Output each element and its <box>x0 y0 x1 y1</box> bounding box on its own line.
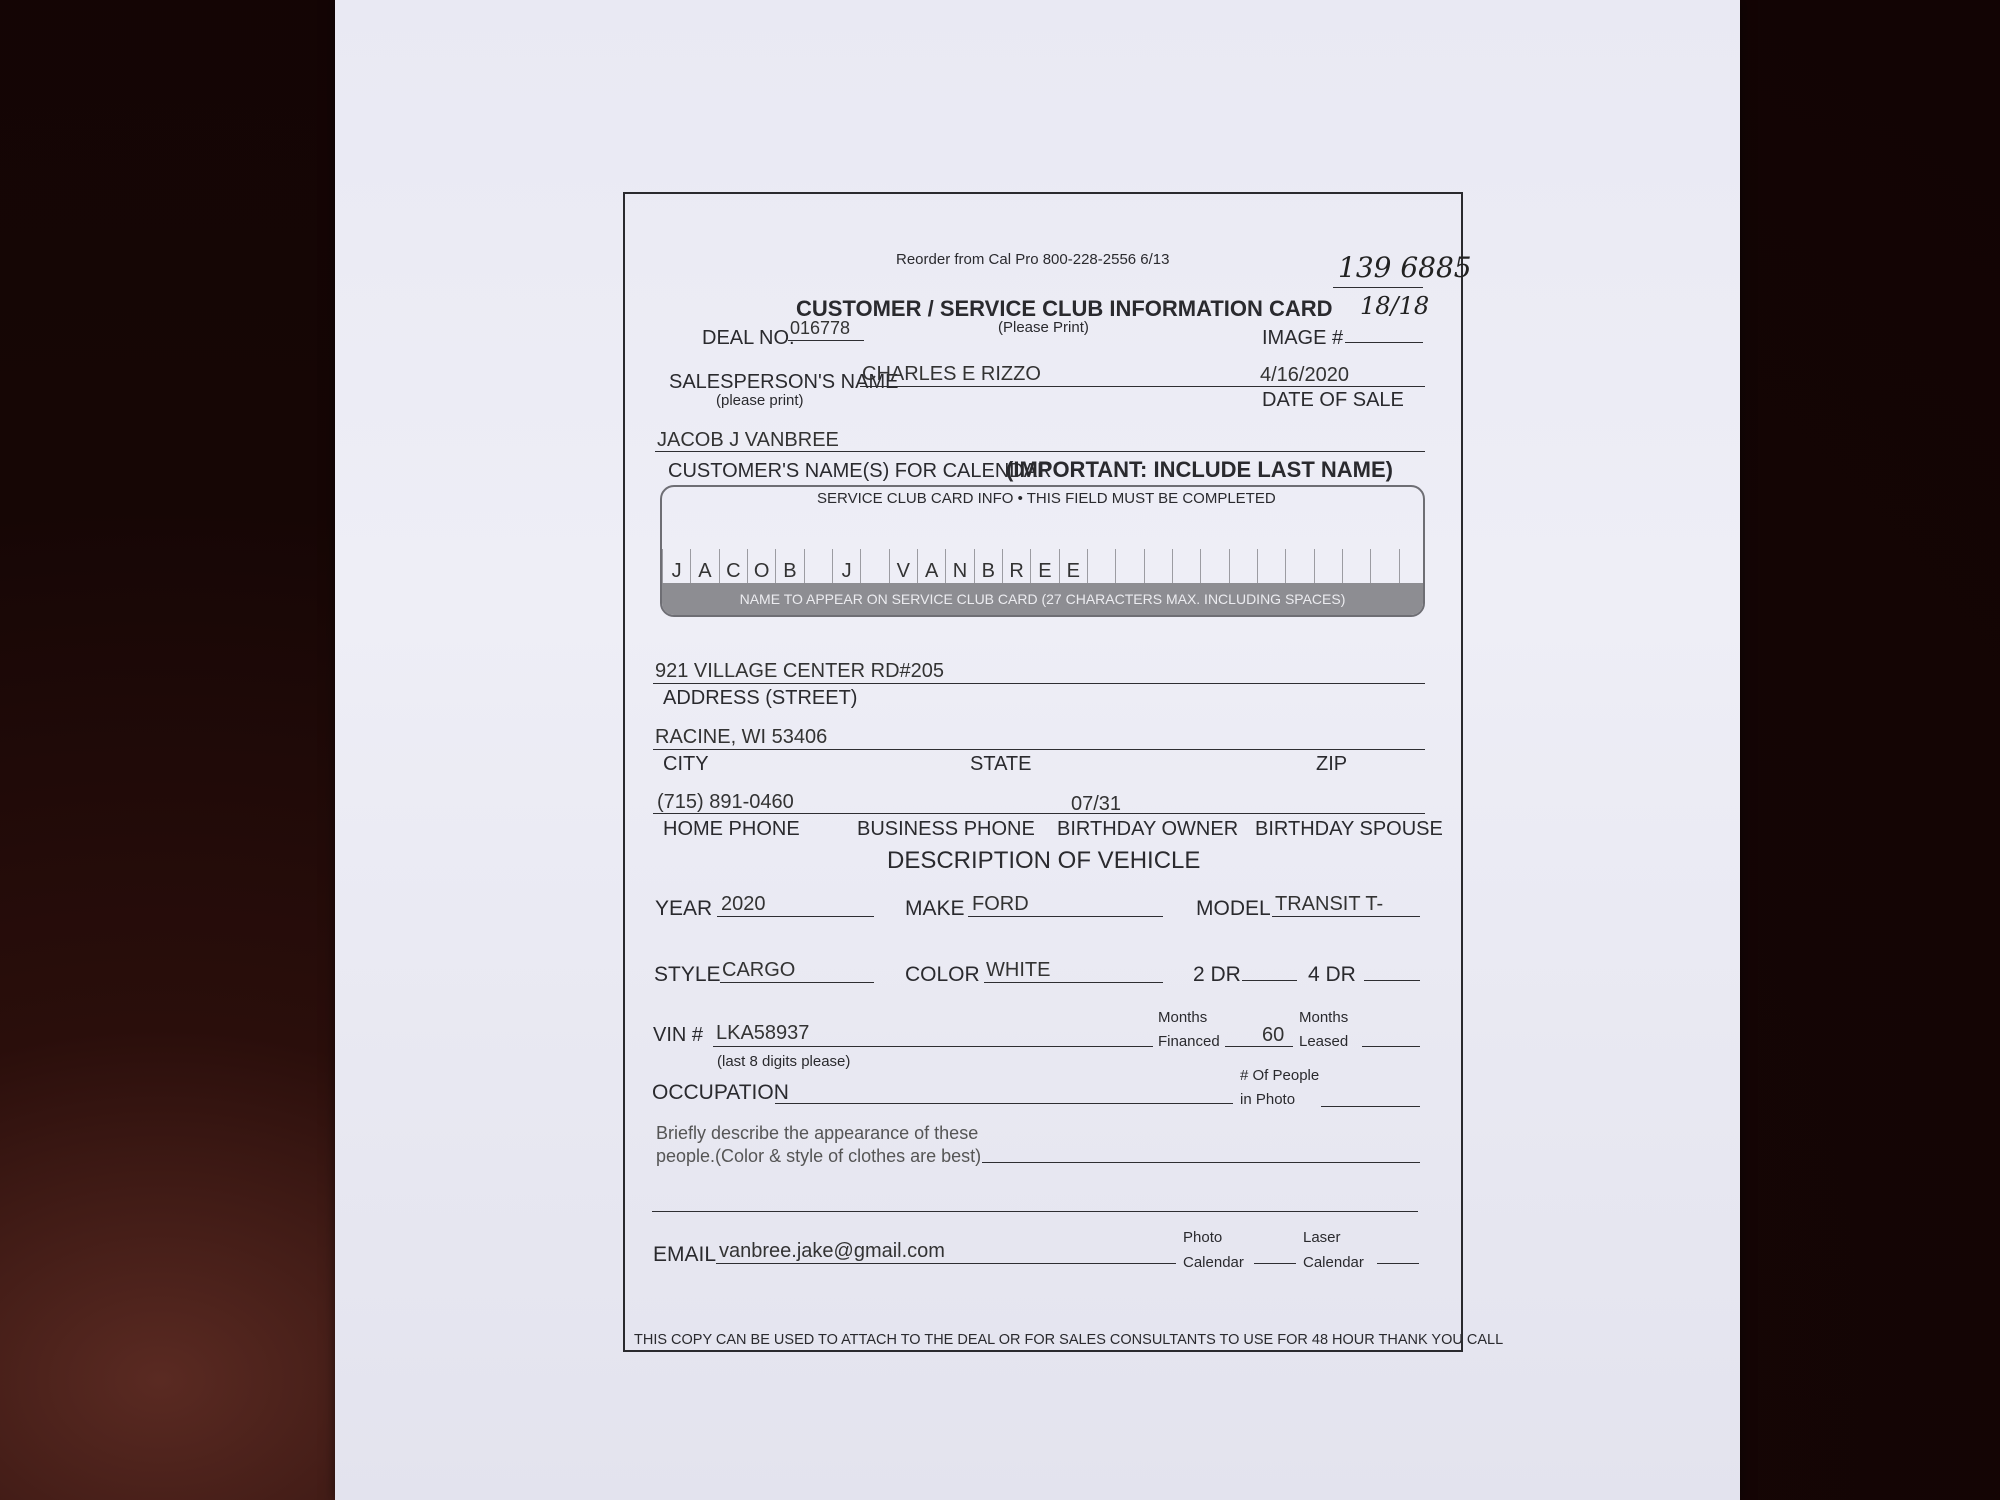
months-financed-label-top: Months <box>1158 1009 1208 1026</box>
vin-value: LKA58937 <box>716 1022 810 1044</box>
laser-label: Laser <box>1303 1229 1341 1246</box>
birthday-spouse-label: BIRTHDAY SPOUSE <box>1255 818 1443 840</box>
business-phone-label: BUSINESS PHONE <box>857 818 1035 840</box>
card-character-cell <box>1172 549 1200 585</box>
card-character-cell: J <box>662 549 690 585</box>
reorder-line: Reorder from Cal Pro 800-228-2556 6/13 <box>896 251 1170 268</box>
salesperson-label: SALESPERSON'S NAME <box>669 371 899 393</box>
photo-label: Photo <box>1183 1229 1223 1246</box>
card-character-cell: N <box>945 549 973 585</box>
form-title: CUSTOMER / SERVICE CLUB INFORMATION CARD <box>796 296 1333 321</box>
deal-no-label: DEAL NO. <box>702 327 795 349</box>
phone-line <box>653 813 1425 814</box>
important-note: (IMPORTANT: INCLUDE LAST NAME) <box>1006 457 1393 482</box>
describe-line <box>982 1162 1420 1163</box>
card-character-cell <box>1257 549 1285 585</box>
card-character-cell: V <box>889 549 917 585</box>
service-club-box <box>660 485 1425 617</box>
home-phone-value: (715) 891-0460 <box>657 791 794 813</box>
describe-line-1: Briefly describe the appearance of these <box>656 1123 979 1143</box>
card-character-cell <box>1285 549 1313 585</box>
year-label: YEAR <box>655 897 713 920</box>
card-character-cell: R <box>1002 549 1030 585</box>
footer-note: THIS COPY CAN BE USED TO ATTACH TO THE DEAL OR FOR SALES CONSULTANTS TO USE FOR 48 HOUR THANK YOU CALL <box>634 1332 1504 1348</box>
address-label: ADDRESS (STREET) <box>663 687 858 709</box>
customer-name-value: JACOB J VANBREE <box>657 429 839 451</box>
vin-line <box>713 1046 1153 1047</box>
card-character-cell <box>1370 549 1398 585</box>
make-line <box>968 916 1163 917</box>
vehicle-heading: DESCRIPTION OF VEHICLE <box>887 847 1201 874</box>
service-club-band: NAME TO APPEAR ON SERVICE CLUB CARD (27 CHARACTERS MAX. INCLUDING SPACES) <box>662 583 1423 615</box>
card-character-cell: A <box>917 549 945 585</box>
vin-label: VIN # <box>653 1024 704 1046</box>
four-dr-label: 4 DR <box>1308 963 1356 986</box>
card-character-cell: J <box>832 549 860 585</box>
city-state-zip-value: RACINE, WI 53406 <box>655 726 828 748</box>
card-character-cell: B <box>775 549 803 585</box>
make-value: FORD <box>972 893 1029 915</box>
card-character-cell <box>1200 549 1228 585</box>
city-line <box>653 749 1425 750</box>
vin-sub: (last 8 digits please) <box>717 1053 851 1070</box>
two-dr-line <box>1242 980 1297 981</box>
card-character-cell: C <box>719 549 747 585</box>
handwritten-underline <box>1333 287 1423 288</box>
address-line <box>653 683 1425 684</box>
leased-label: Leased <box>1299 1033 1349 1050</box>
birthday-owner-value: 07/31 <box>1071 793 1122 815</box>
model-line <box>1272 916 1420 917</box>
card-character-cell: A <box>690 549 718 585</box>
email-line <box>716 1263 1176 1264</box>
laser-calendar-line <box>1377 1263 1419 1264</box>
color-line <box>984 982 1163 983</box>
card-character-cell: O <box>747 549 775 585</box>
card-character-cell <box>804 549 832 585</box>
leased-line <box>1362 1046 1420 1047</box>
card-character-cell <box>1087 549 1115 585</box>
card-character-cell <box>860 549 888 585</box>
handwritten-fraction: 18/18 <box>1360 292 1430 320</box>
card-character-cell <box>1314 549 1342 585</box>
address-value: 921 VILLAGE CENTER RD#205 <box>655 660 945 682</box>
model-label: MODEL <box>1196 897 1271 920</box>
salesperson-line <box>860 386 1425 387</box>
card-character-cell <box>1342 549 1370 585</box>
deal-no-line <box>788 340 864 341</box>
two-dr-label: 2 DR <box>1193 963 1241 986</box>
people-line <box>1321 1106 1420 1107</box>
financed-label: Financed <box>1158 1033 1220 1050</box>
service-club-title: SERVICE CLUB CARD INFO • THIS FIELD MUST BE COMPLETED <box>817 490 1276 507</box>
customer-name-line <box>655 451 1425 452</box>
color-value: WHITE <box>986 959 1051 981</box>
style-value: CARGO <box>722 959 796 981</box>
financed-line <box>1225 1046 1293 1047</box>
customer-name-label: CUSTOMER'S NAME(S) FOR CALENDAR <box>668 460 1052 482</box>
home-phone-label: HOME PHONE <box>663 818 800 840</box>
year-value: 2020 <box>721 893 766 915</box>
people-label-2: in Photo <box>1240 1091 1296 1108</box>
date-of-sale-value: 4/16/2020 <box>1260 364 1349 386</box>
occupation-label: OCCUPATION <box>652 1081 789 1104</box>
months-financed-value: 60 <box>1262 1024 1285 1046</box>
card-character-cell: B <box>974 549 1002 585</box>
card-character-cell <box>1144 549 1172 585</box>
birthday-owner-label: BIRTHDAY OWNER <box>1057 818 1239 840</box>
four-dr-line <box>1364 980 1420 981</box>
card-character-cell: E <box>1059 549 1087 585</box>
card-character-cell <box>1229 549 1257 585</box>
date-of-sale-label: DATE OF SALE <box>1262 389 1404 411</box>
color-label: COLOR <box>905 963 980 986</box>
occupation-line <box>775 1103 1233 1104</box>
image-line <box>1345 342 1423 343</box>
describe-extra-line <box>652 1211 1418 1212</box>
style-label: STYLE <box>654 963 721 986</box>
months-leased-label-top: Months <box>1299 1009 1349 1026</box>
photo-calendar-label: Calendar <box>1183 1254 1244 1271</box>
card-character-cell <box>1115 549 1143 585</box>
email-value: vanbree.jake@gmail.com <box>719 1240 945 1262</box>
handwritten-number: 139 6885 <box>1338 251 1472 284</box>
card-character-row <box>662 549 1423 585</box>
laser-calendar-label: Calendar <box>1303 1254 1364 1271</box>
salesperson-value: CHARLES E RIZZO <box>862 363 1041 385</box>
salesperson-sub: (please print) <box>716 392 804 409</box>
style-line <box>720 982 874 983</box>
state-label: STATE <box>970 753 1032 775</box>
card-character-cell: E <box>1030 549 1058 585</box>
make-label: MAKE <box>905 897 965 920</box>
people-label-1: # Of People <box>1240 1067 1320 1084</box>
deal-no-value: 016778 <box>790 318 851 338</box>
describe-line-2: people.(Color & style of clothes are best) <box>656 1146 982 1166</box>
city-label: CITY <box>663 753 709 775</box>
model-value: TRANSIT T- <box>1275 893 1384 915</box>
card-character-cell <box>1399 549 1425 585</box>
image-label: IMAGE # <box>1262 327 1344 349</box>
please-print-note: (Please Print) <box>998 319 1089 336</box>
year-line <box>717 916 874 917</box>
photo-calendar-line <box>1254 1263 1296 1264</box>
zip-label: ZIP <box>1316 753 1348 775</box>
email-label: EMAIL <box>653 1243 717 1266</box>
